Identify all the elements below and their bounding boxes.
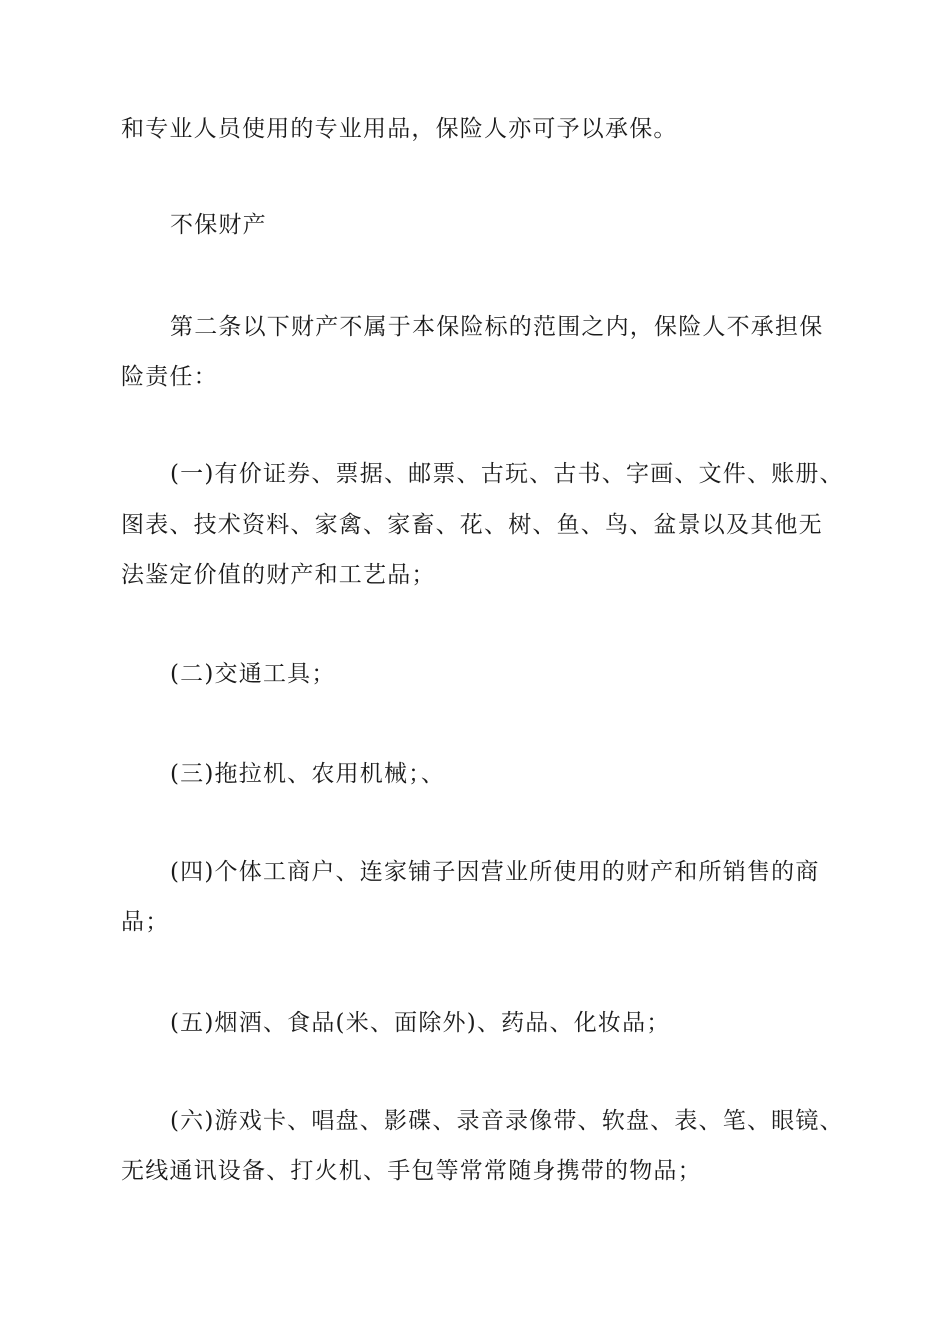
item-one-line-1: (一)有价证券、票据、邮票、古玩、古书、字画、文件、账册、 xyxy=(170,461,844,487)
section-heading: 不保财产 xyxy=(170,212,267,238)
item-three: (三)拖拉机、农用机械；、 xyxy=(170,761,446,787)
item-six-line-2: 无线通讯设备、打火机、手包等常常随身携带的物品； xyxy=(121,1158,702,1184)
item-five: (五)烟酒、食品(米、面除外)、药品、化妆品； xyxy=(170,1010,671,1036)
item-six-line-1: (六)游戏卡、唱盘、影碟、录音录像带、软盘、表、笔、眼镜、 xyxy=(170,1108,844,1134)
item-four-line-1: (四)个体工商户、连家铺子因营业所使用的财产和所销售的商 xyxy=(170,859,820,885)
article-two-line-2: 险责任： xyxy=(121,364,218,390)
item-one-line-2: 图表、技术资料、家禽、家畜、花、树、鱼、鸟、盆景以及其他无 xyxy=(121,512,823,538)
article-two-line-1: 第二条以下财产不属于本保险标的范围之内，保险人不承担保 xyxy=(170,314,824,340)
paragraph-continuation: 和专业人员使用的专业用品，保险人亦可予以承保。 xyxy=(121,116,678,142)
item-two: (二)交通工具； xyxy=(170,661,336,687)
item-one-line-3: 法鉴定价值的财产和工艺品； xyxy=(121,562,436,588)
item-four-line-2: 品； xyxy=(121,909,170,935)
